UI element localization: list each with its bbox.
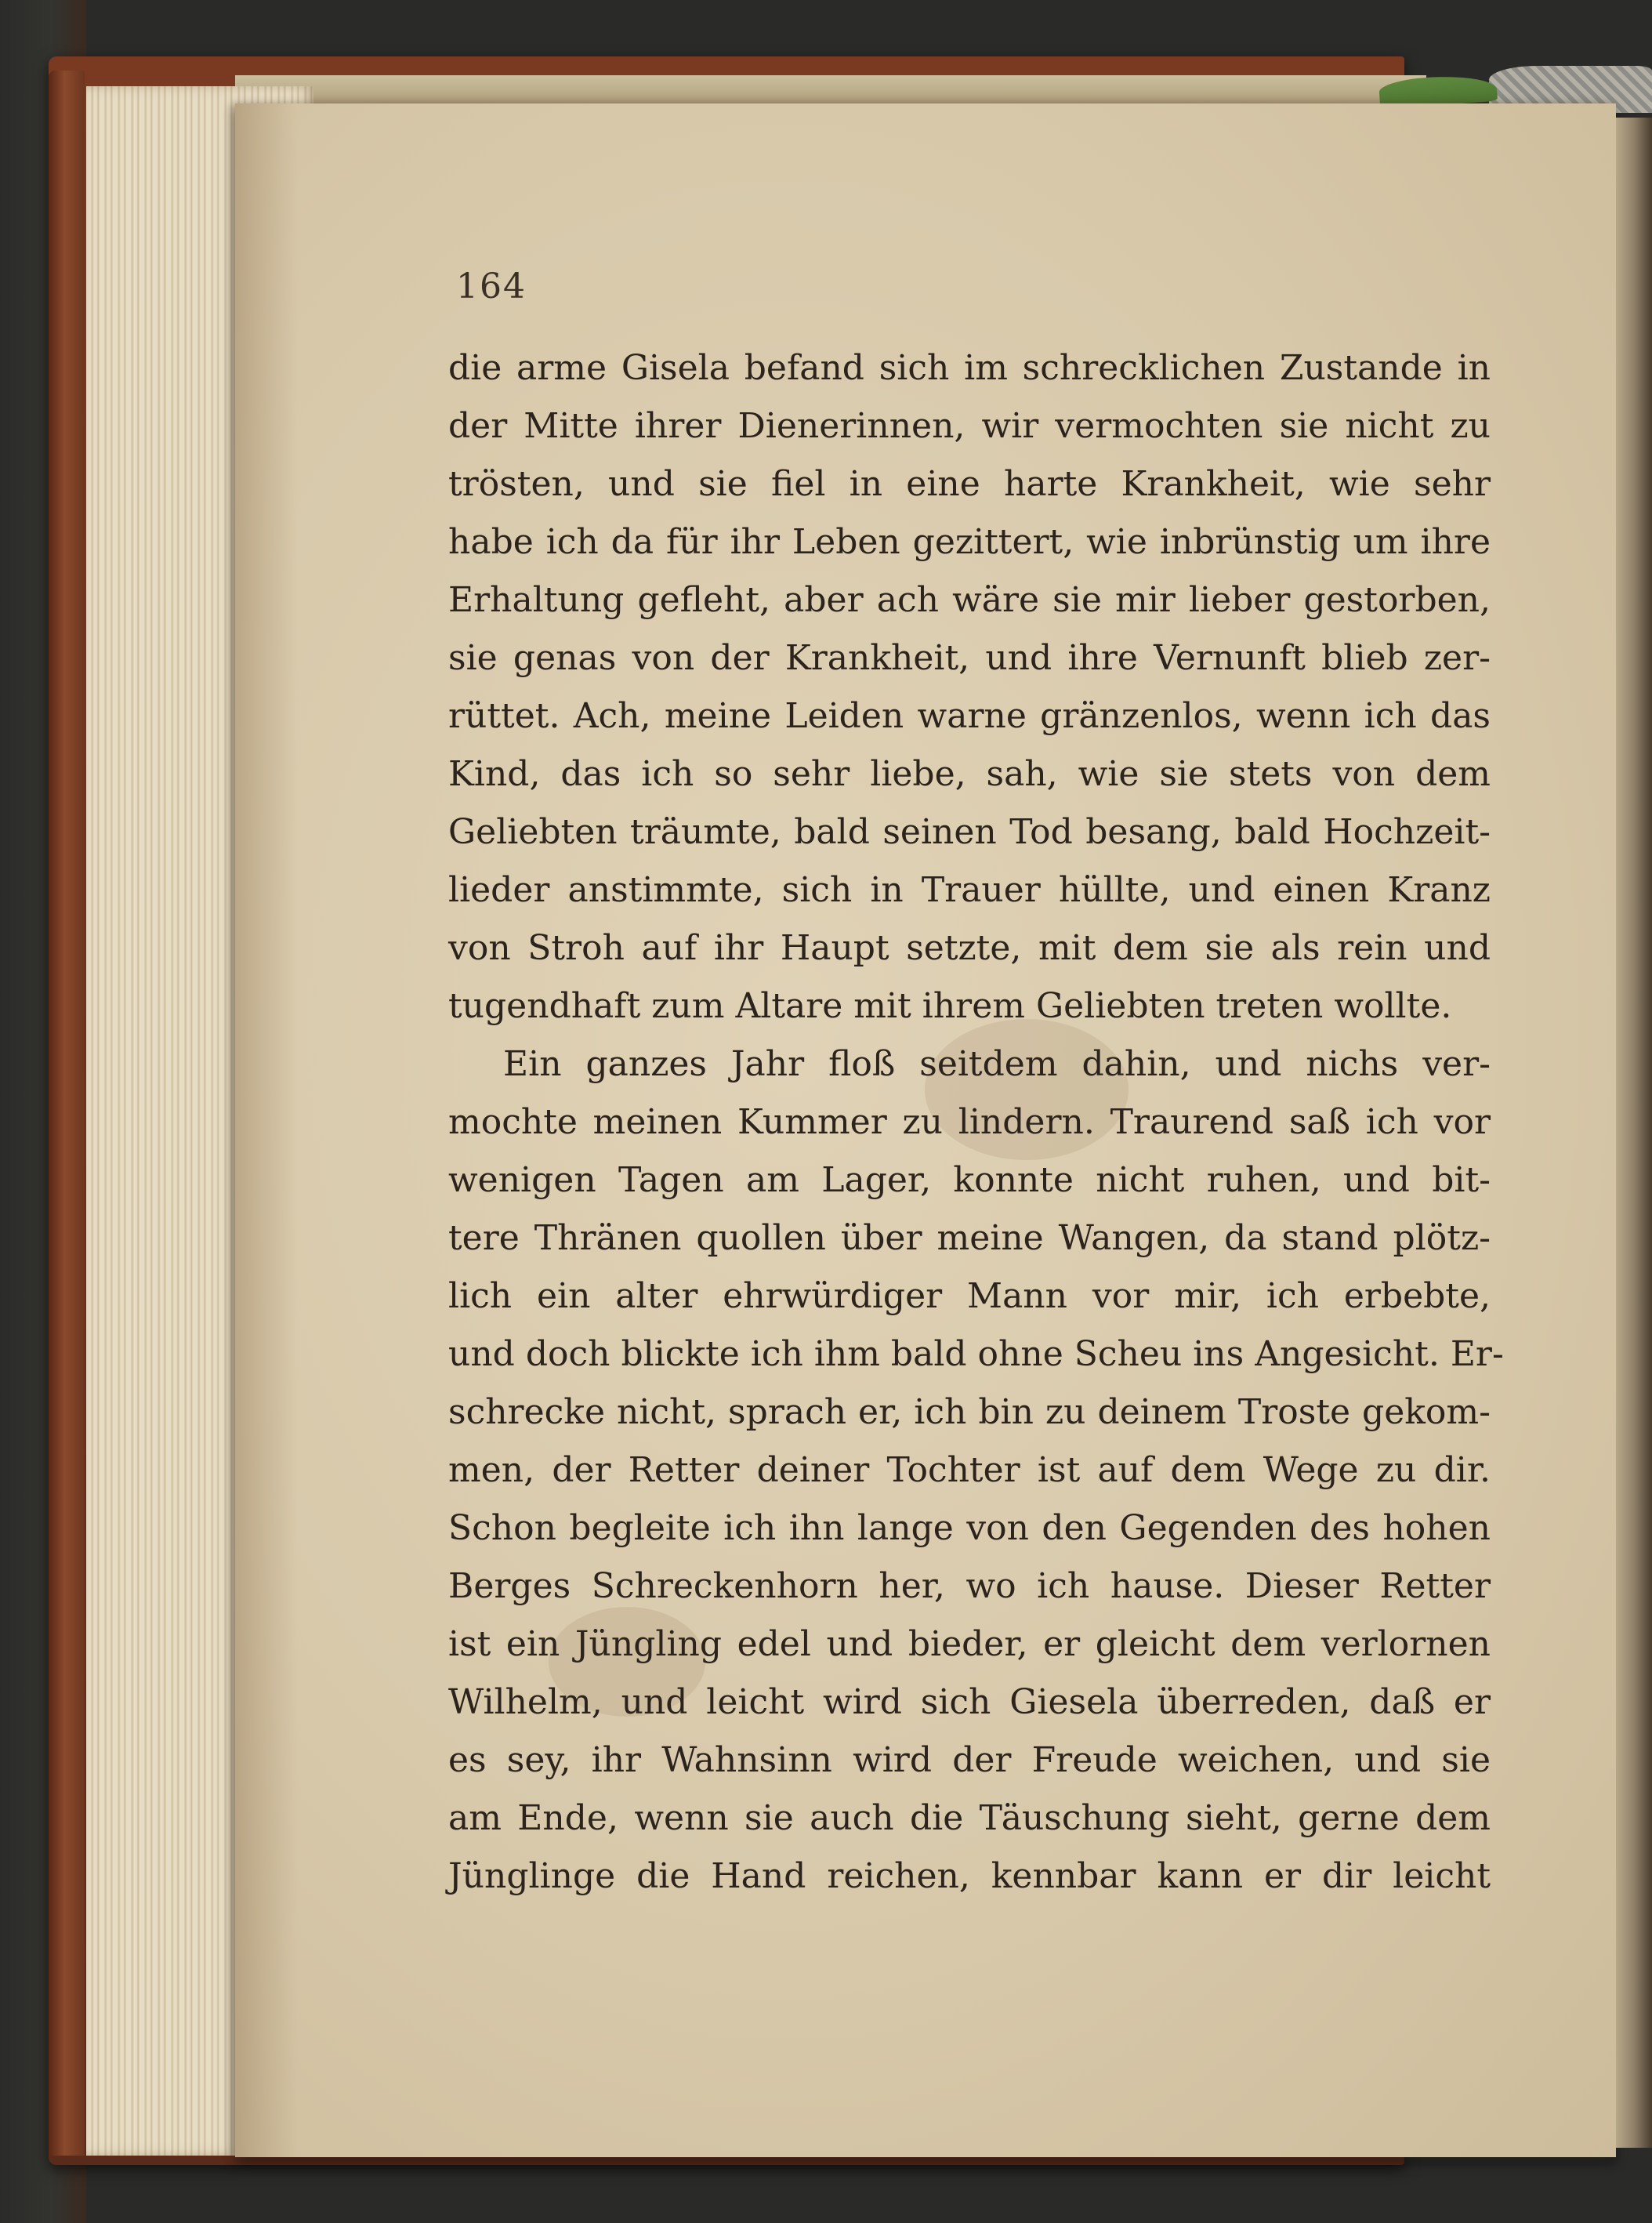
text-line: Geliebten träumte, bald seinen Tod besang, bald Hochzeit- (448, 812, 1491, 852)
text-line: sie genas von der Krankheit, und ihre Vernunft blieb zer- (448, 638, 1491, 678)
text-line: men, der Retter deiner Tochter ist auf dem Wege zu dir. (448, 1450, 1491, 1490)
text-line: von Stroh auf ihr Haupt setzte, mit dem sie als rein und (448, 928, 1491, 968)
text-line: schrecke nicht, sprach er, ich bin zu deinem Troste gekom- (448, 1392, 1491, 1432)
right-page-fold (1616, 118, 1652, 2148)
paragraph-start-line: Ein ganzes Jahr floß seitdem dahin, und nichs ver- (503, 1044, 1491, 1084)
text-line: Wilhelm, und leicht wird sich Giesela überreden, daß er (448, 1682, 1491, 1722)
text-line: trösten, und sie fiel in eine harte Krankheit, wie sehr (448, 464, 1491, 504)
text-line: Berges Schreckenhorn her, wo ich hause. Dieser Retter (448, 1566, 1491, 1606)
top-page-edge (235, 75, 1426, 107)
text-line: die arme Gisela befand sich im schrecklichen Zustande in (448, 348, 1491, 388)
text-line: rüttet. Ach, meine Leiden warne gränzenlos, wenn ich das (448, 696, 1491, 736)
text-line: am Ende, wenn sie auch die Täuschung sieht, gerne dem (448, 1798, 1491, 1838)
text-line: lich ein alter ehrwürdiger Mann vor mir, ich erbebte, (448, 1276, 1491, 1316)
gutter-shadow (235, 103, 298, 2157)
text-line: ist ein Jüngling edel und bieder, er gleicht dem verlornen (448, 1624, 1491, 1664)
text-line: tugendhaft zum Altare mit ihrem Geliebten treten wollte. (448, 986, 1452, 1026)
text-line: lieder anstimmte, sich in Trauer hüllte, und einen Kranz (448, 870, 1491, 910)
text-line: es sey, ihr Wahnsinn wird der Freude weichen, und sie (448, 1740, 1491, 1780)
text-line: Erhaltung gefleht, aber ach wäre sie mir lieber gestorben, (448, 580, 1491, 620)
text-line: habe ich da für ihr Leben gezittert, wie inbrünstig um ihre (448, 522, 1491, 562)
text-line: mochte meinen Kummer zu lindern. Traurend saß ich vor (448, 1102, 1491, 1142)
text-line: tere Thränen quollen über meine Wangen, da stand plötz- (448, 1218, 1491, 1258)
text-line: wenigen Tagen am Lager, konnte nicht ruhen, und bit- (448, 1160, 1491, 1200)
text-line: Jünglinge die Hand reichen, kennbar kann er dir leicht (448, 1856, 1491, 1896)
cover-edge (49, 71, 85, 2156)
text-line: und doch blickte ich ihm bald ohne Scheu ins Angesicht. Er- (448, 1334, 1504, 1374)
text-line: Kind, das ich so sehr liebe, sah, wie sie stets von dem (448, 754, 1491, 794)
page-number: 164 (456, 267, 527, 306)
text-line: der Mitte ihrer Dienerinnen, wir vermochten sie nicht zu (448, 406, 1491, 446)
text-line: Schon begleite ich ihn lange von den Gegenden des hohen (448, 1508, 1491, 1548)
